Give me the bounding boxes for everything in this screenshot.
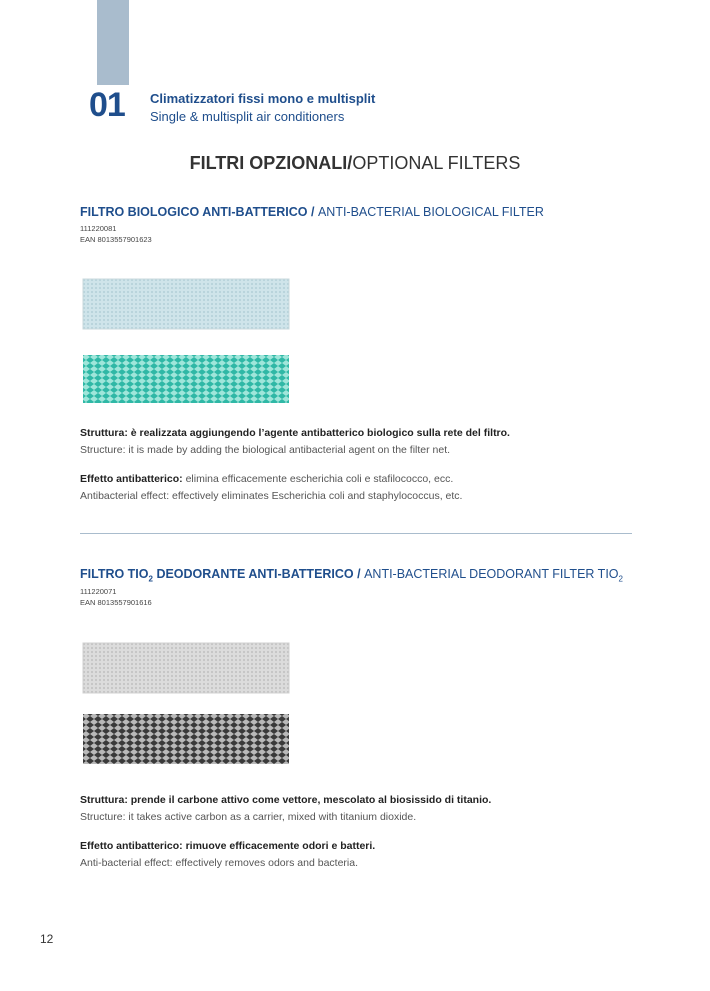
- page-title-separator: /: [347, 153, 353, 173]
- section-1-effect-it-text: elimina efficacemente escherichia coli e stafilococco, ecc.: [182, 473, 454, 485]
- section-1-code: 111220081: [80, 224, 117, 233]
- section-2-title-separator: /: [353, 567, 365, 581]
- section-1-effect-it: [80, 473, 453, 485]
- section-2-code: 111220071: [80, 587, 117, 596]
- section-2-title-it-a: FILTRO TIO: [80, 567, 149, 581]
- section-1-title: [80, 205, 544, 219]
- section-2-title-it-sub: 2: [148, 574, 153, 584]
- section-2-effect-en: Anti-bacterial effect: effectively removes odors and bacteria.: [80, 857, 359, 869]
- section-2-effect-it: [80, 840, 375, 852]
- section-1-structure-it-text: Struttura: è realizzata aggiungendo l’agente antibatterico biologico sulla rete del filtro.: [80, 427, 510, 439]
- chapter-tab-decoration: [97, 0, 129, 85]
- section-2-structure-en: Structure: it takes active carbon as a carrier, mixed with titanium dioxide.: [80, 811, 417, 823]
- section-2-ean: EAN 8013557901616: [80, 598, 152, 607]
- section-divider: [80, 533, 632, 534]
- section-1-effect-label: Effetto antibatterico:: [80, 473, 183, 485]
- section-1-ean: EAN 8013557901623: [80, 235, 152, 244]
- section-1-effect-en: Antibacterial effect: effectively eliminates Escherichia coli and staphylococcus, etc.: [80, 490, 463, 502]
- section-1-title-separator: /: [307, 205, 318, 219]
- section-1-title-en: ANTI-BACTERIAL BIOLOGICAL FILTER: [317, 205, 544, 219]
- section-2-title-en-sub: 2: [618, 574, 623, 584]
- filter-1-light-image: [82, 278, 290, 330]
- section-1-structure-en: Structure: it is made by adding the biological antibacterial agent on the filter net.: [80, 444, 451, 456]
- page-title: [0, 153, 710, 174]
- section-2-structure-it-text: Struttura: prende il carbone attivo come vettore, mescolato al biosissido di titanio.: [80, 794, 492, 806]
- filter-2-light-image: [82, 642, 290, 694]
- chapter-title-en: Single & multisplit air conditioners: [150, 109, 345, 124]
- page-title-en: OPTIONAL FILTERS: [352, 153, 521, 173]
- section-1-structure-it: [80, 427, 510, 439]
- section-1-title-it: FILTRO BIOLOGICO ANTI-BATTERICO: [80, 205, 308, 219]
- section-2-title-it-b: DEODORANTE ANTI-BATTERICO: [152, 567, 354, 581]
- filter-1-teal-image: [82, 354, 290, 404]
- section-2-structure-it: [80, 794, 491, 806]
- chapter-title-it: Climatizzatori fissi mono e multisplit: [150, 91, 376, 106]
- section-2-effect-it-text: Effetto antibatterico: rimuove efficacemente odori e batteri.: [80, 840, 376, 852]
- filter-2-dark-image: [82, 713, 290, 765]
- page-title-it: FILTRI OPZIONALI: [189, 153, 348, 173]
- section-2-title-en: ANTI-BACTERIAL DEODORANT FILTER TIO: [364, 567, 619, 581]
- page-number: 12: [40, 932, 54, 946]
- chapter-number: 01: [89, 86, 125, 124]
- section-2-title: [80, 567, 623, 584]
